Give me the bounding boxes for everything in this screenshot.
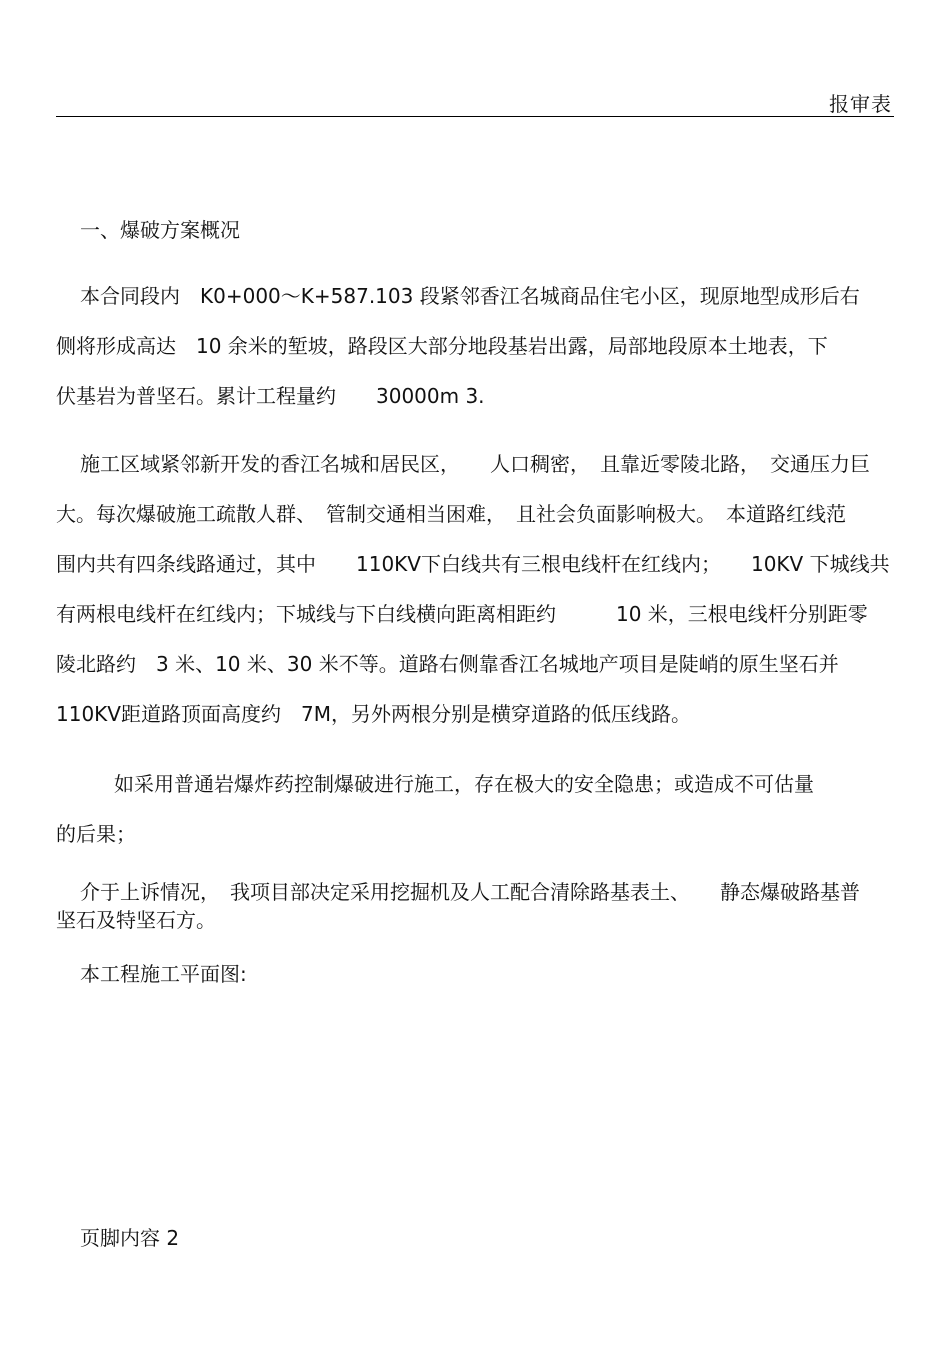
- paragraph-line: 大。每次爆破施工疏散人群、 管制交通相当困难， 且社会负面影响极大。 本道路红线范: [56, 502, 846, 526]
- paragraph-line: 介于上诉情况， 我项目部决定采用挖掘机及人工配合清除路基表土、 静态爆破路基普: [80, 880, 860, 904]
- paragraph-line: 110KV距道路顶面高度约 7M，另外两根分别是横穿道路的低压线路。: [56, 702, 691, 726]
- paragraph-line: 围内共有四条线路通过，其中 110KV下白线共有三根电线杆在红线内； 10KV 下城线共: [56, 552, 890, 576]
- plan-caption: 本工程施工平面图:: [80, 962, 247, 986]
- paragraph-line: 本合同段内 K0+000～K+587.103 段紧邻香江名城商品住宅小区，现原地型成形后右: [80, 284, 860, 308]
- paragraph-line: 如采用普通岩爆炸药控制爆破进行施工，存在极大的安全隐患；或造成不可估量: [114, 772, 814, 796]
- paragraph-line: 施工区域紧邻新开发的香江名城和居民区， 人口稠密， 且靠近零陵北路， 交通压力巨: [80, 452, 870, 476]
- header-title: 报审表: [829, 92, 892, 116]
- paragraph-site-conditions: [56, 452, 896, 752]
- paragraph-decision: [56, 880, 896, 936]
- section-heading: 一、爆破方案概况: [80, 218, 240, 242]
- paragraph-line: 有两根电线杆在红线内；下城线与下白线横向距离相距约 10 米，三根电线杆分别距零: [56, 602, 868, 626]
- paragraph-line: 的后果；: [56, 822, 136, 846]
- paragraph-risk: [56, 772, 896, 872]
- paragraph-overview: [56, 284, 896, 434]
- paragraph-line: 陵北路约 3 米、10 米、30 米不等。道路右侧靠香江名城地产项目是陡峭的原生坚石并: [56, 652, 839, 676]
- header-divider: [56, 116, 894, 117]
- paragraph-line: 伏基岩为普坚石。累计工程量约 30000m 3.: [56, 384, 485, 408]
- paragraph-line: 坚石及特坚石方。: [56, 908, 216, 932]
- paragraph-line: 侧将形成高达 10 余米的堑坡，路段区大部分地段基岩出露，局部地段原本土地表，下: [56, 334, 828, 358]
- page-footer: 页脚内容 2: [80, 1226, 180, 1250]
